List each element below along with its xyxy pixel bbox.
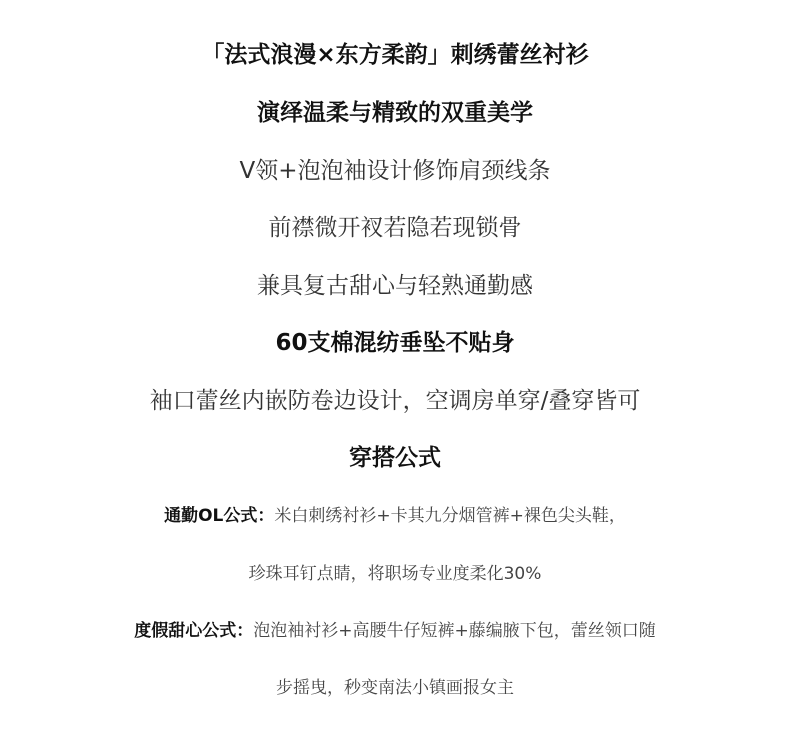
vacation-formula-text-continued: 步摇曳，秒变南法小镇画报女主 [276, 678, 514, 698]
vacation-formula-line-1 [0, 623, 790, 640]
feature-placket: 前襟微开衩若隐若现锁骨 [268, 215, 522, 241]
product-title: 「法式浪漫×东方柔韵」刺绣蕾丝衬衫 [201, 42, 589, 68]
product-subtitle: 演绎温柔与精致的双重美学 [257, 100, 533, 126]
styling-heading: 穿搭公式 [349, 445, 441, 471]
vacation-formula-text: 泡泡袖衬衫+高腰牛仔短裤+藤编腋下包，蕾丝领口随 [253, 621, 656, 641]
feature-neckline: V领+泡泡袖设计修饰肩颈线条 [239, 158, 551, 184]
commute-formula-text-continued: 珍珠耳钉点睛，将职场专业度柔化30% [248, 564, 542, 584]
feature-cuff: 袖口蕾丝内嵌防卷边设计，空调房单穿/叠穿皆可 [149, 388, 641, 414]
fabric-heading: 60支棉混纺垂坠不贴身 [275, 330, 515, 356]
commute-formula-label: 通勤OL公式： [164, 506, 275, 526]
vacation-formula-line-2 [0, 680, 790, 697]
vacation-formula-label: 度假甜心公式： [134, 621, 254, 641]
commute-formula-text: 米白刺绣衬衫+卡其九分烟管裤+裸色尖头鞋， [274, 506, 626, 526]
feature-style: 兼具复古甜心与轻熟通勤感 [257, 273, 533, 299]
commute-formula-line-1 [0, 508, 790, 525]
commute-formula-line-2 [0, 566, 790, 583]
